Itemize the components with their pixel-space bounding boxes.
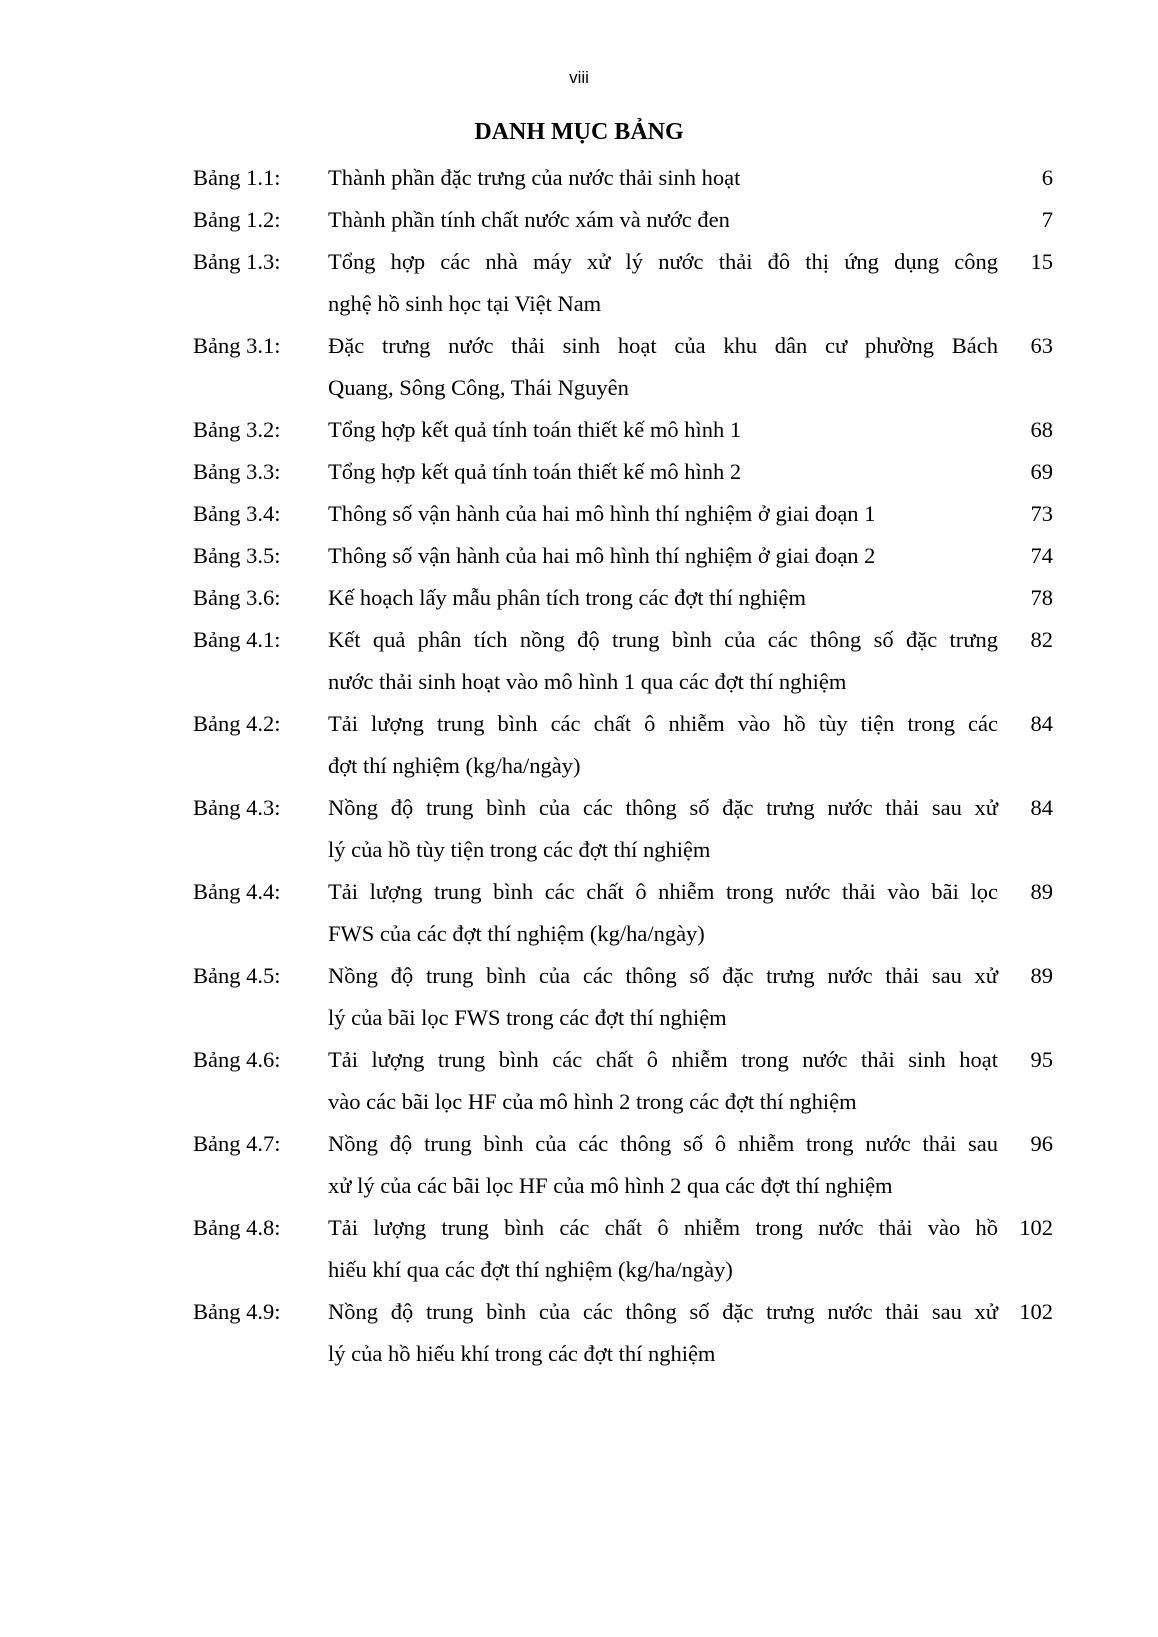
toc-entry-page-number: 6 bbox=[1041, 165, 1053, 190]
toc-entry-label: Bảng 1.3: bbox=[193, 249, 281, 274]
toc-entry-caption bbox=[328, 1207, 998, 1291]
toc-entry-label: Bảng 3.6: bbox=[193, 585, 281, 610]
toc-entry-caption bbox=[328, 871, 998, 955]
toc-entry-caption-line-2: Quang, Sông Công, Thái Nguyên bbox=[328, 375, 629, 400]
toc-entry-caption-line-1: Nồng độ trung bình của các thông số đặc trưng nước thải sau xử bbox=[328, 795, 998, 820]
toc-entry-page-number: 102 bbox=[1019, 1299, 1053, 1324]
toc-entry-page-number: 89 bbox=[1030, 963, 1053, 988]
toc-entry-caption-line-1: Đặc trưng nước thải sinh hoạt của khu dân cư phường Bách bbox=[328, 333, 998, 358]
toc-entry[interactable] bbox=[0, 1123, 1158, 1207]
toc-entry-page-number: 69 bbox=[1030, 459, 1053, 484]
toc-entry[interactable] bbox=[0, 157, 1158, 199]
toc-entry-page-number: 82 bbox=[1030, 627, 1053, 652]
toc-entry-caption bbox=[328, 199, 998, 241]
toc-entry-caption bbox=[328, 451, 998, 493]
toc-entry-caption-line-1: Tổng hợp kết quả tính toán thiết kế mô hình 1 bbox=[328, 417, 742, 442]
toc-entry[interactable] bbox=[0, 535, 1158, 577]
toc-entry-caption bbox=[328, 577, 998, 619]
toc-entry-label: Bảng 1.2: bbox=[193, 207, 281, 232]
toc-entry-caption bbox=[328, 325, 998, 409]
toc-entry-label: Bảng 3.2: bbox=[193, 417, 281, 442]
toc-entry-caption bbox=[328, 1291, 998, 1375]
toc-entry[interactable] bbox=[0, 241, 1158, 325]
toc-entry-caption bbox=[328, 619, 998, 703]
toc-entry-page-number: 102 bbox=[1019, 1215, 1053, 1240]
toc-entry-label: Bảng 3.3: bbox=[193, 459, 281, 484]
toc-entry-page-number: 7 bbox=[1041, 207, 1053, 232]
toc-entry-page-number: 78 bbox=[1030, 585, 1053, 610]
toc-entry-caption bbox=[328, 703, 998, 787]
toc-entry-caption-line-1: Tổng hợp kết quả tính toán thiết kế mô hình 2 bbox=[328, 459, 742, 484]
toc-entry-label: Bảng 3.1: bbox=[193, 333, 281, 358]
toc-entry-label: Bảng 3.5: bbox=[193, 543, 281, 568]
toc-entry-page-number: 15 bbox=[1030, 249, 1053, 274]
toc-entry-caption bbox=[328, 955, 998, 1039]
toc-entry-page-number: 73 bbox=[1030, 501, 1053, 526]
toc-entry-caption-line-2: lý của bãi lọc FWS trong các đợt thí nghiệm bbox=[328, 1005, 727, 1030]
toc-entry[interactable] bbox=[0, 955, 1158, 1039]
toc-entry-page-number: 84 bbox=[1030, 795, 1053, 820]
toc-entry-label: Bảng 4.6: bbox=[193, 1047, 281, 1072]
toc-entry-caption-line-1: Tải lượng trung bình các chất ô nhiễm trong nước thải vào bãi lọc bbox=[328, 879, 998, 904]
page-number: viii bbox=[569, 68, 589, 87]
toc-entry-caption-line-1: Thông số vận hành của hai mô hình thí nghiệm ở giai đoạn 1 bbox=[328, 501, 876, 526]
toc-entry-caption bbox=[328, 787, 998, 871]
toc-entry-caption-line-2: xử lý của các bãi lọc HF của mô hình 2 qua các đợt thí nghiệm bbox=[328, 1173, 893, 1198]
toc-entry-label: Bảng 4.2: bbox=[193, 711, 281, 736]
toc-entry[interactable] bbox=[0, 619, 1158, 703]
toc-entry-label: Bảng 4.4: bbox=[193, 879, 281, 904]
toc-entry[interactable] bbox=[0, 409, 1158, 451]
toc-entry-page-number: 63 bbox=[1030, 333, 1053, 358]
toc-entry[interactable] bbox=[0, 787, 1158, 871]
toc-entry-label: Bảng 1.1: bbox=[193, 165, 281, 190]
toc-entry[interactable] bbox=[0, 451, 1158, 493]
toc-entry[interactable] bbox=[0, 325, 1158, 409]
toc-entry-caption-line-1: Nồng độ trung bình của các thông số đặc trưng nước thải sau xử bbox=[328, 1299, 998, 1324]
toc-entry-caption-line-1: Kế hoạch lấy mẫu phân tích trong các đợt thí nghiệm bbox=[328, 585, 807, 610]
toc-entry-caption-line-1: Kết quả phân tích nồng độ trung bình của các thông số đặc trưng bbox=[328, 627, 998, 652]
toc-entry-page-number: 68 bbox=[1030, 417, 1053, 442]
table-of-tables bbox=[0, 157, 1158, 1375]
toc-entry-caption-line-1: Nồng độ trung bình của các thông số đặc trưng nước thải sau xử bbox=[328, 963, 998, 988]
toc-entry-page-number: 74 bbox=[1030, 543, 1053, 568]
toc-entry-caption bbox=[328, 535, 998, 577]
toc-entry[interactable] bbox=[0, 1207, 1158, 1291]
toc-entry-page-number: 96 bbox=[1030, 1131, 1053, 1156]
toc-entry-caption bbox=[328, 1123, 998, 1207]
toc-entry-caption-line-2: đợt thí nghiệm (kg/ha/ngày) bbox=[328, 753, 581, 778]
toc-entry-caption-line-2: FWS của các đợt thí nghiệm (kg/ha/ngày) bbox=[328, 921, 705, 946]
toc-entry-label: Bảng 4.5: bbox=[193, 963, 281, 988]
toc-entry-caption bbox=[328, 157, 998, 199]
toc-entry-caption bbox=[328, 409, 998, 451]
toc-entry-caption-line-2: nghệ hồ sinh học tại Việt Nam bbox=[328, 291, 602, 316]
toc-entry-caption-line-2: nước thải sinh hoạt vào mô hình 1 qua các đợt thí nghiệm bbox=[328, 669, 847, 694]
toc-entry-page-number: 89 bbox=[1030, 879, 1053, 904]
toc-entry-page-number: 84 bbox=[1030, 711, 1053, 736]
toc-entry-label: Bảng 4.7: bbox=[193, 1131, 281, 1156]
toc-entry-caption-line-1: Tải lượng trung bình các chất ô nhiễm trong nước thải sinh hoạt bbox=[328, 1047, 998, 1072]
toc-entry[interactable] bbox=[0, 1291, 1158, 1375]
toc-entry[interactable] bbox=[0, 1039, 1158, 1123]
toc-entry-label: Bảng 4.3: bbox=[193, 795, 281, 820]
toc-entry-caption-line-1: Thành phần tính chất nước xám và nước đen bbox=[328, 207, 730, 232]
toc-entry-caption-line-2: lý của hồ tùy tiện trong các đợt thí nghiệm bbox=[328, 837, 711, 862]
toc-entry[interactable] bbox=[0, 199, 1158, 241]
toc-entry-caption-line-1: Thông số vận hành của hai mô hình thí nghiệm ở giai đoạn 2 bbox=[328, 543, 876, 568]
toc-entry[interactable] bbox=[0, 577, 1158, 619]
toc-entry-label: Bảng 4.8: bbox=[193, 1215, 281, 1240]
toc-entry[interactable] bbox=[0, 493, 1158, 535]
toc-entry-caption-line-2: vào các bãi lọc HF của mô hình 2 trong các đợt thí nghiệm bbox=[328, 1089, 857, 1114]
toc-entry[interactable] bbox=[0, 703, 1158, 787]
toc-entry-caption-line-2: hiếu khí qua các đợt thí nghiệm (kg/ha/ngày) bbox=[328, 1257, 733, 1282]
toc-entry[interactable] bbox=[0, 871, 1158, 955]
toc-entry-caption-line-1: Tải lượng trung bình các chất ô nhiễm vào hồ tùy tiện trong các bbox=[328, 711, 998, 736]
toc-entry-caption-line-1: Nồng độ trung bình của các thông số ô nhiễm trong nước thải sau bbox=[328, 1131, 998, 1156]
toc-entry-page-number: 95 bbox=[1030, 1047, 1053, 1072]
toc-entry-caption-line-1: Tổng hợp các nhà máy xử lý nước thải đô thị ứng dụng công bbox=[328, 249, 998, 274]
toc-entry-label: Bảng 3.4: bbox=[193, 501, 281, 526]
toc-entry-caption-line-1: Thành phần đặc trưng của nước thải sinh hoạt bbox=[328, 165, 741, 190]
toc-entry-caption-line-2: lý của hồ hiếu khí trong các đợt thí nghiệm bbox=[328, 1341, 716, 1366]
page-title: DANH MỤC BẢNG bbox=[474, 119, 684, 145]
toc-entry-caption bbox=[328, 493, 998, 535]
toc-entry-caption bbox=[328, 241, 998, 325]
toc-entry-label: Bảng 4.1: bbox=[193, 627, 281, 652]
toc-entry-caption-line-1: Tải lượng trung bình các chất ô nhiễm trong nước thải vào hồ bbox=[328, 1215, 998, 1240]
toc-entry-label: Bảng 4.9: bbox=[193, 1299, 281, 1324]
toc-entry-caption bbox=[328, 1039, 998, 1123]
